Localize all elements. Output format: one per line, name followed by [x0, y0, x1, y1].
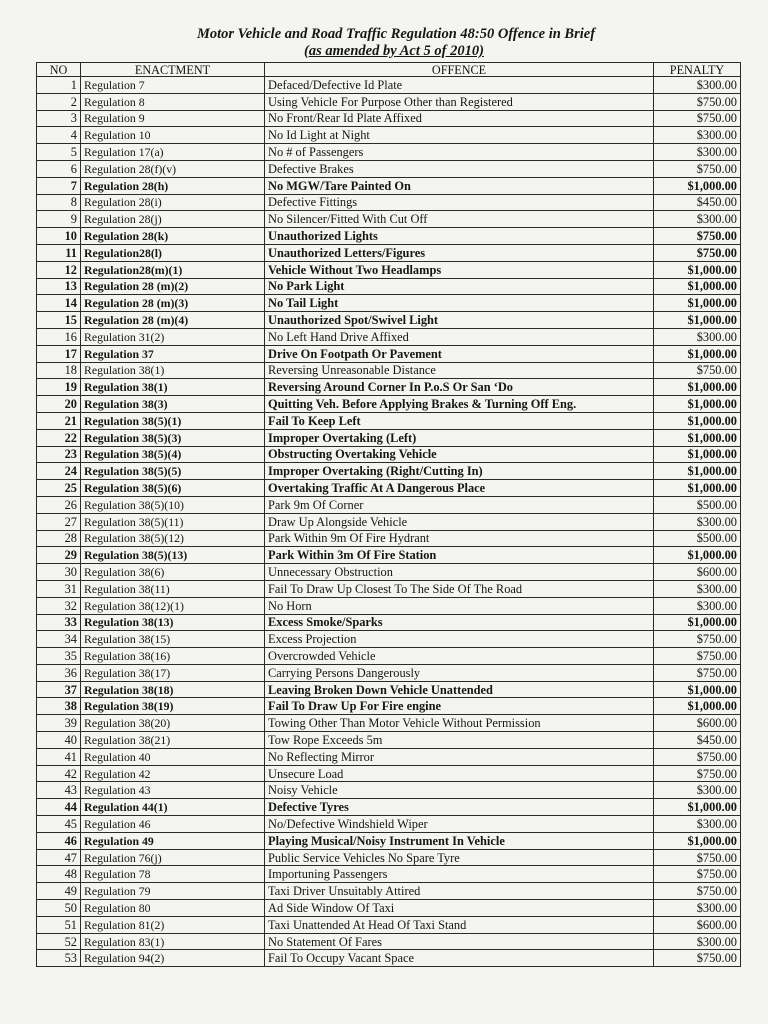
header-row [37, 63, 741, 77]
row-number: 2 [37, 93, 81, 110]
row-number: 26 [37, 496, 81, 513]
table-row [37, 631, 741, 648]
row-penalty: $750.00 [654, 648, 741, 665]
row-number: 41 [37, 748, 81, 765]
row-penalty: $750.00 [654, 883, 741, 900]
table-row [37, 379, 741, 396]
row-penalty: $1,000.00 [654, 799, 741, 816]
table-row [37, 328, 741, 345]
table-row [37, 883, 741, 900]
row-number: 52 [37, 933, 81, 950]
row-enactment: Regulation 79 [81, 883, 265, 900]
row-number: 34 [37, 631, 81, 648]
row-penalty: $300.00 [654, 513, 741, 530]
row-enactment: Regulation 31(2) [81, 328, 265, 345]
row-enactment: Regulation 28(j) [81, 211, 265, 228]
table-row [37, 900, 741, 917]
row-offence: Fail To Occupy Vacant Space [265, 950, 654, 967]
row-penalty: $1,000.00 [654, 681, 741, 698]
row-penalty: $1,000.00 [654, 345, 741, 362]
row-enactment: Regulation 38(17) [81, 664, 265, 681]
row-enactment: Regulation 38(5)(12) [81, 530, 265, 547]
row-offence: Playing Musical/Noisy Instrument In Vehicle [265, 832, 654, 849]
row-penalty: $750.00 [654, 93, 741, 110]
row-enactment: Regulation 38(5)(4) [81, 446, 265, 463]
row-penalty: $600.00 [654, 916, 741, 933]
row-number: 14 [37, 295, 81, 312]
title-line-1: Motor Vehicle and Road Traffic Regulation 48:50 Offence in Brief [196, 26, 596, 42]
table-row [37, 110, 741, 127]
row-enactment: Regulation 38(21) [81, 732, 265, 749]
row-number: 47 [37, 849, 81, 866]
row-number: 7 [37, 177, 81, 194]
table-row [37, 144, 741, 161]
row-offence: No Park Light [265, 278, 654, 295]
row-offence: Defective Brakes [265, 160, 654, 177]
table-row [37, 312, 741, 329]
table-row [37, 194, 741, 211]
row-offence: No/Defective Windshield Wiper [265, 816, 654, 833]
row-enactment: Regulation 38(18) [81, 681, 265, 698]
table-row [37, 748, 741, 765]
row-offence: Ad Side Window Of Taxi [265, 900, 654, 917]
row-penalty: $300.00 [654, 933, 741, 950]
row-offence: Park Within 3m Of Fire Station [265, 547, 654, 564]
row-enactment: Regulation 43 [81, 782, 265, 799]
row-penalty: $300.00 [654, 328, 741, 345]
row-offence: No Front/Rear Id Plate Affixed [265, 110, 654, 127]
row-offence: Taxi Driver Unsuitably Attired [265, 883, 654, 900]
row-enactment: Regulation 28(i) [81, 194, 265, 211]
row-offence: Importuning Passengers [265, 866, 654, 883]
row-penalty: $1,000.00 [654, 429, 741, 446]
row-offence: No Horn [265, 597, 654, 614]
table-row [37, 732, 741, 749]
row-penalty: $1,000.00 [654, 261, 741, 278]
row-penalty: $1,000.00 [654, 463, 741, 480]
row-offence: Using Vehicle For Purpose Other than Registered [265, 93, 654, 110]
row-offence: Overtaking Traffic At A Dangerous Place [265, 480, 654, 497]
table-row [37, 244, 741, 261]
table-row [37, 849, 741, 866]
table-row [37, 77, 741, 94]
row-enactment: Regulation28(l) [81, 244, 265, 261]
row-enactment: Regulation 8 [81, 93, 265, 110]
row-penalty: $1,000.00 [654, 379, 741, 396]
row-penalty: $750.00 [654, 748, 741, 765]
row-offence: Obstructing Overtaking Vehicle [265, 446, 654, 463]
table-row [37, 799, 741, 816]
row-offence: Excess Smoke/Sparks [265, 614, 654, 631]
row-offence: Taxi Unattended At Head Of Taxi Stand [265, 916, 654, 933]
row-enactment: Regulation 38(1) [81, 362, 265, 379]
row-penalty: $750.00 [654, 866, 741, 883]
row-number: 13 [37, 278, 81, 295]
row-number: 10 [37, 228, 81, 245]
row-enactment: Regulation 76(j) [81, 849, 265, 866]
table-row [37, 597, 741, 614]
row-number: 6 [37, 160, 81, 177]
row-penalty: $1,000.00 [654, 278, 741, 295]
row-offence: Reversing Around Corner In P.o.S Or San ‘Do [265, 379, 654, 396]
row-enactment: Regulation 28 (m)(3) [81, 295, 265, 312]
row-penalty: $750.00 [654, 244, 741, 261]
row-penalty: $750.00 [654, 110, 741, 127]
header-penalty: PENALTY [654, 63, 741, 77]
row-number: 32 [37, 597, 81, 614]
table-row [37, 564, 741, 581]
table-row [37, 396, 741, 413]
row-number: 9 [37, 211, 81, 228]
table-row [37, 412, 741, 429]
row-enactment: Regulation28(m)(1) [81, 261, 265, 278]
row-enactment: Regulation 10 [81, 127, 265, 144]
row-offence: No Tail Light [265, 295, 654, 312]
table-row [37, 127, 741, 144]
row-number: 50 [37, 900, 81, 917]
row-number: 51 [37, 916, 81, 933]
row-enactment: Regulation 38(19) [81, 698, 265, 715]
row-enactment: Regulation 38(6) [81, 564, 265, 581]
row-penalty: $1,000.00 [654, 412, 741, 429]
row-enactment: Regulation 78 [81, 866, 265, 883]
table-row [37, 463, 741, 480]
row-number: 17 [37, 345, 81, 362]
document-title [0, 26, 768, 60]
row-penalty: $1,000.00 [654, 547, 741, 564]
row-number: 39 [37, 715, 81, 732]
row-offence: Overcrowded Vehicle [265, 648, 654, 665]
row-number: 12 [37, 261, 81, 278]
row-offence: Carrying Persons Dangerously [265, 664, 654, 681]
row-enactment: Regulation 42 [81, 765, 265, 782]
row-penalty: $500.00 [654, 496, 741, 513]
row-number: 18 [37, 362, 81, 379]
title-line-2: (as amended by Act 5 of 2010) [304, 43, 484, 59]
row-offence: Leaving Broken Down Vehicle Unattended [265, 681, 654, 698]
row-offence: Fail To Draw Up Closest To The Side Of The Road [265, 580, 654, 597]
row-number: 27 [37, 513, 81, 530]
table-row [37, 933, 741, 950]
row-penalty: $450.00 [654, 194, 741, 211]
row-offence: Unauthorized Spot/Swivel Light [265, 312, 654, 329]
table-row [37, 345, 741, 362]
row-offence: No Left Hand Drive Affixed [265, 328, 654, 345]
row-penalty: $300.00 [654, 211, 741, 228]
table-row [37, 261, 741, 278]
row-number: 45 [37, 816, 81, 833]
row-penalty: $1,000.00 [654, 295, 741, 312]
row-number: 22 [37, 429, 81, 446]
row-penalty: $300.00 [654, 77, 741, 94]
row-enactment: Regulation 44(1) [81, 799, 265, 816]
row-offence: Unnecessary Obstruction [265, 564, 654, 581]
row-penalty: $600.00 [654, 715, 741, 732]
row-enactment: Regulation 28 (m)(4) [81, 312, 265, 329]
row-enactment: Regulation 28 (m)(2) [81, 278, 265, 295]
row-enactment: Regulation 81(2) [81, 916, 265, 933]
row-offence: Fail To Keep Left [265, 412, 654, 429]
table-row [37, 547, 741, 564]
row-penalty: $750.00 [654, 631, 741, 648]
row-penalty: $300.00 [654, 900, 741, 917]
row-penalty: $1,000.00 [654, 396, 741, 413]
row-number: 36 [37, 664, 81, 681]
table-row [37, 916, 741, 933]
row-number: 8 [37, 194, 81, 211]
row-offence: Noisy Vehicle [265, 782, 654, 799]
row-enactment: Regulation 17(a) [81, 144, 265, 161]
table-row [37, 782, 741, 799]
row-number: 31 [37, 580, 81, 597]
table-body [37, 77, 741, 967]
row-offence: Reversing Unreasonable Distance [265, 362, 654, 379]
row-enactment: Regulation 38(5)(3) [81, 429, 265, 446]
row-penalty: $1,000.00 [654, 614, 741, 631]
row-enactment: Regulation 38(13) [81, 614, 265, 631]
row-offence: Tow Rope Exceeds 5m [265, 732, 654, 749]
row-enactment: Regulation 37 [81, 345, 265, 362]
row-offence: Unsecure Load [265, 765, 654, 782]
row-number: 33 [37, 614, 81, 631]
row-penalty: $750.00 [654, 849, 741, 866]
table-row [37, 93, 741, 110]
row-penalty: $750.00 [654, 362, 741, 379]
table-row [37, 715, 741, 732]
row-offence: Drive On Footpath Or Pavement [265, 345, 654, 362]
row-number: 20 [37, 396, 81, 413]
row-number: 5 [37, 144, 81, 161]
row-penalty: $600.00 [654, 564, 741, 581]
row-number: 3 [37, 110, 81, 127]
table-row [37, 765, 741, 782]
row-penalty: $750.00 [654, 228, 741, 245]
table-row [37, 295, 741, 312]
row-enactment: Regulation 83(1) [81, 933, 265, 950]
row-penalty: $300.00 [654, 782, 741, 799]
row-number: 35 [37, 648, 81, 665]
header-enactment: ENACTMENT [81, 63, 265, 77]
row-number: 25 [37, 480, 81, 497]
row-enactment: Regulation 38(15) [81, 631, 265, 648]
row-number: 49 [37, 883, 81, 900]
row-penalty: $300.00 [654, 597, 741, 614]
row-enactment: Regulation 38(20) [81, 715, 265, 732]
table-row [37, 698, 741, 715]
row-number: 42 [37, 765, 81, 782]
row-enactment: Regulation 28(f)(v) [81, 160, 265, 177]
table-row [37, 664, 741, 681]
table-row [37, 429, 741, 446]
row-offence: No Id Light at Night [265, 127, 654, 144]
row-number: 29 [37, 547, 81, 564]
table-row [37, 211, 741, 228]
row-offence: Defaced/Defective Id Plate [265, 77, 654, 94]
row-penalty: $1,000.00 [654, 177, 741, 194]
row-number: 15 [37, 312, 81, 329]
row-number: 16 [37, 328, 81, 345]
row-enactment: Regulation 38(5)(10) [81, 496, 265, 513]
row-enactment: Regulation 9 [81, 110, 265, 127]
row-number: 23 [37, 446, 81, 463]
row-offence: No # of Passengers [265, 144, 654, 161]
row-number: 24 [37, 463, 81, 480]
row-offence: Defective Fittings [265, 194, 654, 211]
row-enactment: Regulation 38(11) [81, 580, 265, 597]
row-offence: Park 9m Of Corner [265, 496, 654, 513]
row-offence: Quitting Veh. Before Applying Brakes & Turning Off Eng. [265, 396, 654, 413]
row-penalty: $500.00 [654, 530, 741, 547]
row-penalty: $750.00 [654, 950, 741, 967]
row-offence: No Statement Of Fares [265, 933, 654, 950]
row-enactment: Regulation 28(h) [81, 177, 265, 194]
offence-table [36, 62, 741, 967]
row-number: 53 [37, 950, 81, 967]
row-enactment: Regulation 46 [81, 816, 265, 833]
row-penalty: $750.00 [654, 664, 741, 681]
row-penalty: $1,000.00 [654, 698, 741, 715]
row-number: 21 [37, 412, 81, 429]
table-row [37, 362, 741, 379]
row-enactment: Regulation 7 [81, 77, 265, 94]
table-row [37, 832, 741, 849]
row-enactment: Regulation 38(16) [81, 648, 265, 665]
row-enactment: Regulation 94(2) [81, 950, 265, 967]
table-row [37, 496, 741, 513]
row-enactment: Regulation 38(1) [81, 379, 265, 396]
row-penalty: $450.00 [654, 732, 741, 749]
row-offence: Unauthorized Letters/Figures [265, 244, 654, 261]
row-number: 38 [37, 698, 81, 715]
row-penalty: $1,000.00 [654, 446, 741, 463]
row-offence: Improper Overtaking (Right/Cutting In) [265, 463, 654, 480]
table-row [37, 866, 741, 883]
row-number: 11 [37, 244, 81, 261]
row-penalty: $300.00 [654, 127, 741, 144]
row-enactment: Regulation 38(12)(1) [81, 597, 265, 614]
row-enactment: Regulation 38(5)(1) [81, 412, 265, 429]
row-enactment: Regulation 40 [81, 748, 265, 765]
row-enactment: Regulation 38(5)(13) [81, 547, 265, 564]
row-penalty: $300.00 [654, 580, 741, 597]
table-row [37, 816, 741, 833]
row-number: 37 [37, 681, 81, 698]
row-offence: Vehicle Without Two Headlamps [265, 261, 654, 278]
row-penalty: $1,000.00 [654, 832, 741, 849]
row-enactment: Regulation 38(5)(5) [81, 463, 265, 480]
table-row [37, 950, 741, 967]
row-offence: Fail To Draw Up For Fire engine [265, 698, 654, 715]
row-offence: No Silencer/Fitted With Cut Off [265, 211, 654, 228]
row-number: 19 [37, 379, 81, 396]
row-enactment: Regulation 49 [81, 832, 265, 849]
row-number: 4 [37, 127, 81, 144]
row-penalty: $1,000.00 [654, 312, 741, 329]
row-penalty: $750.00 [654, 160, 741, 177]
table-row [37, 648, 741, 665]
row-offence: No MGW/Tare Painted On [265, 177, 654, 194]
row-number: 48 [37, 866, 81, 883]
row-number: 46 [37, 832, 81, 849]
row-number: 43 [37, 782, 81, 799]
table-row [37, 228, 741, 245]
row-offence: Public Service Vehicles No Spare Tyre [265, 849, 654, 866]
row-offence: Excess Projection [265, 631, 654, 648]
table-row [37, 177, 741, 194]
table-row [37, 480, 741, 497]
table-row [37, 446, 741, 463]
table-row [37, 530, 741, 547]
row-number: 40 [37, 732, 81, 749]
row-penalty: $300.00 [654, 144, 741, 161]
row-offence: Unauthorized Lights [265, 228, 654, 245]
table-row [37, 681, 741, 698]
row-enactment: Regulation 38(5)(11) [81, 513, 265, 530]
table-row [37, 160, 741, 177]
row-offence: Draw Up Alongside Vehicle [265, 513, 654, 530]
row-penalty: $300.00 [654, 816, 741, 833]
row-enactment: Regulation 80 [81, 900, 265, 917]
table-row [37, 580, 741, 597]
row-offence: Towing Other Than Motor Vehicle Without Permission [265, 715, 654, 732]
row-offence: No Reflecting Mirror [265, 748, 654, 765]
table-row [37, 278, 741, 295]
row-number: 28 [37, 530, 81, 547]
row-offence: Improper Overtaking (Left) [265, 429, 654, 446]
row-enactment: Regulation 28(k) [81, 228, 265, 245]
header-offence: OFFENCE [265, 63, 654, 77]
row-number: 1 [37, 77, 81, 94]
row-enactment: Regulation 38(3) [81, 396, 265, 413]
header-no: NO [37, 63, 81, 77]
row-offence: Defective Tyres [265, 799, 654, 816]
table-row [37, 513, 741, 530]
row-offence: Park Within 9m Of Fire Hydrant [265, 530, 654, 547]
row-penalty: $750.00 [654, 765, 741, 782]
row-number: 30 [37, 564, 81, 581]
table-row [37, 614, 741, 631]
row-number: 44 [37, 799, 81, 816]
row-enactment: Regulation 38(5)(6) [81, 480, 265, 497]
row-penalty: $1,000.00 [654, 480, 741, 497]
